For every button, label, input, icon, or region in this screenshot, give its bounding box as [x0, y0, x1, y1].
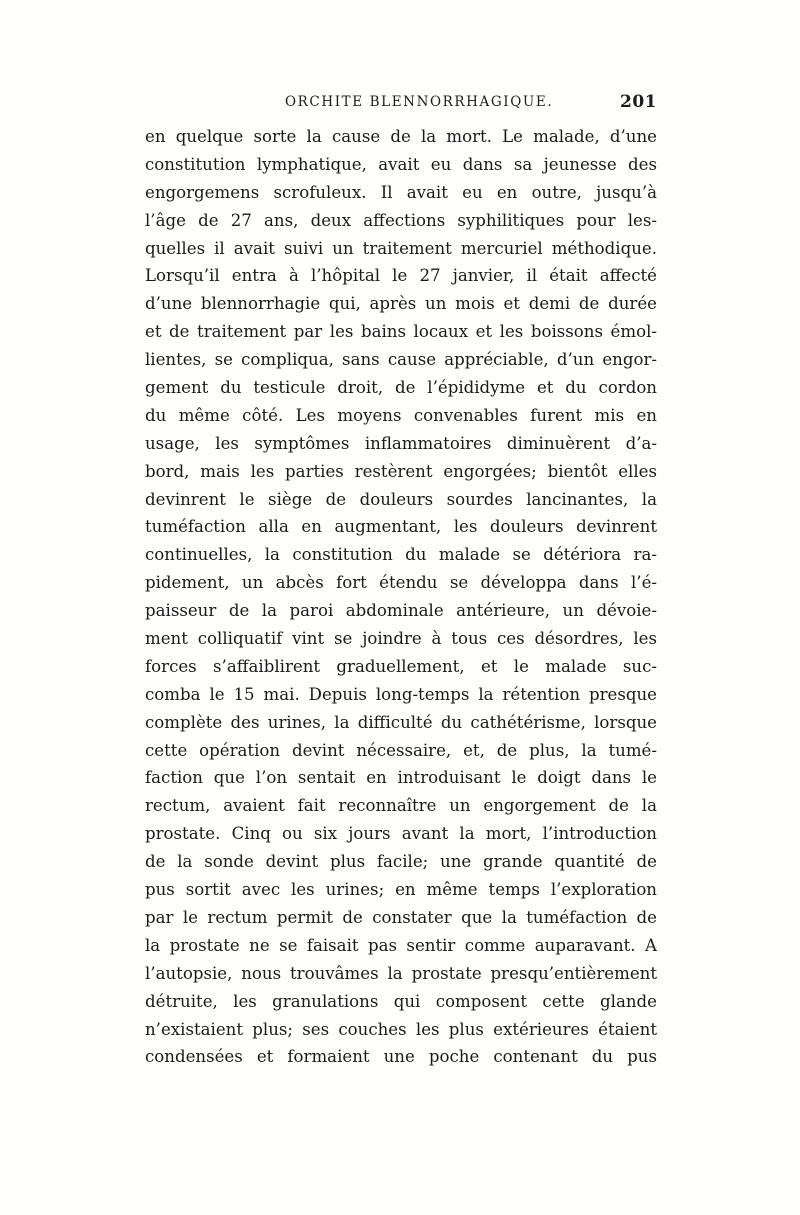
- text-line: faction que l’on sentait en introduisant le doigt dans le: [145, 768, 657, 788]
- text-line: détruite, les granulations qui composent cette glande: [145, 991, 657, 1011]
- page-header: [145, 94, 657, 118]
- text-line: la prostate ne se faisait pas sentir comme auparavant. A: [145, 935, 657, 955]
- text-line: pidement, un abcès fort étendu se développa dans l’é-: [145, 573, 657, 593]
- text-line: constitution lymphatique, avait eu dans sa jeunesse des: [145, 154, 657, 174]
- text-line: complète des urines, la difficulté du cathétérisme, lorsque: [145, 712, 657, 732]
- text-line: lientes, se compliqua, sans cause appréciable, d’un engor-: [145, 350, 657, 370]
- text-line: quelles il avait suivi un traitement mercuriel méthodique.: [145, 238, 657, 258]
- text-line: en quelque sorte la cause de la mort. Le malade, d’une: [145, 127, 657, 146]
- text-line: usage, les symptômes inflammatoires diminuèrent d’a-: [145, 433, 657, 453]
- text-line: du même côté. Les moyens convenables furent mis en: [145, 405, 657, 425]
- text-line: l’autopsie, nous trouvâmes la prostate presqu’entièrement: [145, 963, 657, 983]
- text-line: gement du testicule droit, de l’épididyme et du cordon: [145, 378, 657, 398]
- text-line: l’âge de 27 ans, deux affections syphilitiques pour les-: [145, 210, 657, 230]
- text-line: de la sonde devint plus facile; une grande quantité de: [145, 852, 657, 872]
- text-line: comba le 15 mai. Depuis long-temps la rétention presque: [145, 684, 657, 704]
- body-text: [145, 123, 657, 1071]
- text-line: rectum, avaient fait reconnaître un engorgement de la: [145, 796, 657, 816]
- text-line: pus sortit avec les urines; en même temps l’exploration: [145, 880, 657, 900]
- text-line: engorgemens scrofuleux. Il avait eu en outre, jusqu’à: [145, 182, 657, 202]
- text-line: tuméfaction alla en augmentant, les douleurs devinrent: [145, 517, 657, 537]
- text-line: par le rectum permit de constater que la tuméfaction de: [145, 907, 657, 927]
- text-line: bord, mais les parties restèrent engorgées; bientôt elles: [145, 461, 657, 481]
- text-line: paisseur de la paroi abdominale antérieure, un dévoie-: [145, 601, 657, 621]
- text-line: prostate. Cinq ou six jours avant la mort, l’introduction: [145, 824, 657, 844]
- text-line: n’existaient plus; ses couches les plus extérieures étaient: [145, 1019, 657, 1039]
- text-line: cette opération devint nécessaire, et, de plus, la tumé-: [145, 740, 657, 760]
- text-line: et de traitement par les bains locaux et les boissons émol-: [145, 322, 657, 342]
- text-line: ment colliquatif vint se joindre à tous ces désordres, les: [145, 629, 657, 649]
- text-line: continuelles, la constitution du malade se détériora ra-: [145, 545, 657, 565]
- text-line: d’une blennorrhagie qui, après un mois et demi de durée: [145, 294, 657, 314]
- text-line: forces s’affaiblirent graduellement, et le malade suc-: [145, 656, 657, 676]
- text-line: condensées et formaient une poche contenant du pus: [145, 1047, 657, 1067]
- text-line: Lorsqu’il entra à l’hôpital le 27 janvier, il était affecté: [145, 266, 657, 286]
- page-number: 201: [620, 92, 657, 112]
- running-title: ORCHITE BLENNORRHAGIQUE.: [285, 94, 554, 110]
- text-line: devinrent le siège de douleurs sourdes lancinantes, la: [145, 489, 657, 509]
